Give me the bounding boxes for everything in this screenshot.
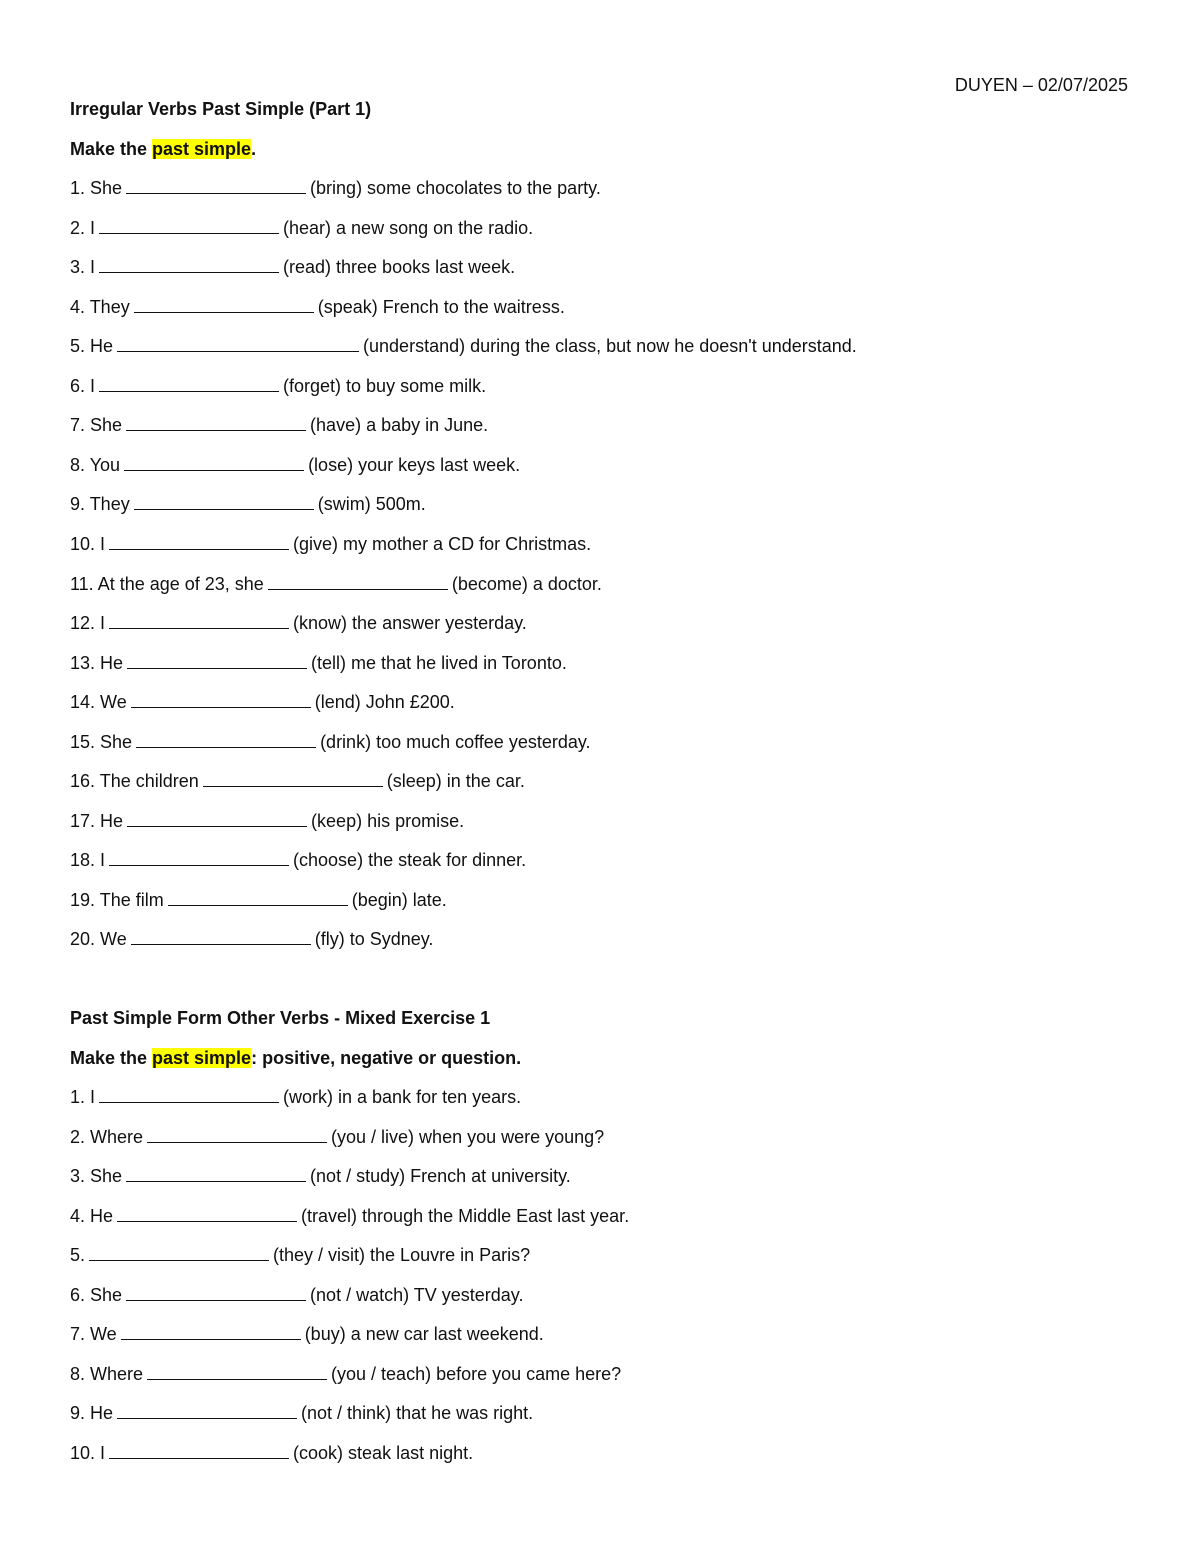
answer-blank[interactable]: [99, 217, 279, 234]
exercise-item: [70, 492, 426, 516]
exercise-item: [70, 532, 591, 556]
answer-blank[interactable]: [99, 375, 279, 392]
item-prompt: 15. She: [70, 731, 133, 752]
answer-blank[interactable]: [117, 1402, 297, 1419]
item-verb-hint: (lend) John £200.: [314, 692, 455, 713]
item-prompt: 8. Where: [70, 1363, 144, 1384]
answer-blank[interactable]: [203, 770, 383, 787]
answer-blank[interactable]: [117, 1205, 297, 1222]
answer-blank[interactable]: [99, 256, 279, 273]
item-prompt: 6. I: [70, 375, 96, 396]
item-verb-hint: (not / think) that he was right.: [301, 1403, 534, 1424]
exercise-item: [70, 1441, 473, 1465]
answer-blank[interactable]: [268, 573, 448, 590]
exercise-item: [70, 848, 526, 872]
answer-blank[interactable]: [134, 493, 314, 510]
item-verb-hint: (lose) your keys last week.: [308, 454, 521, 475]
exercise-item: [70, 1401, 533, 1425]
answer-blank[interactable]: [117, 335, 359, 352]
exercise-item: [70, 1085, 521, 1109]
exercise-item: [70, 1125, 604, 1149]
answer-blank[interactable]: [136, 731, 316, 748]
answer-blank[interactable]: [131, 928, 311, 945]
section1-title: Irregular Verbs Past Simple (Part 1): [70, 99, 372, 119]
highlight: past simple: [152, 139, 252, 159]
item-prompt: 8. You: [70, 454, 121, 475]
item-verb-hint: (hear) a new song on the radio.: [283, 217, 534, 238]
item-prompt: 7. We: [70, 1324, 117, 1345]
exercise-item: [70, 374, 486, 398]
highlight: past simple: [152, 1048, 252, 1068]
author-date: DUYEN – 02/07/2025: [954, 75, 1128, 95]
answer-blank[interactable]: [109, 849, 289, 866]
item-verb-hint: (tell) me that he lived in Toronto.: [311, 652, 567, 673]
item-prompt: 17. He: [70, 810, 124, 831]
answer-blank[interactable]: [131, 691, 311, 708]
answer-blank[interactable]: [99, 1086, 279, 1103]
item-prompt: 10. I: [70, 533, 106, 554]
item-prompt: 5. He: [70, 336, 114, 357]
exercise-item: [70, 1283, 523, 1307]
exercise-item: [70, 927, 433, 951]
exercise-item: [70, 888, 447, 912]
item-prompt: 5.: [70, 1245, 86, 1266]
item-prompt: 2. Where: [70, 1126, 144, 1147]
item-verb-hint: (begin) late.: [351, 889, 447, 910]
item-verb-hint: (not / watch) TV yesterday.: [310, 1284, 524, 1305]
item-verb-hint: (read) three books last week.: [283, 257, 516, 278]
answer-blank[interactable]: [127, 652, 307, 669]
item-verb-hint: (keep) his promise.: [311, 810, 465, 831]
item-verb-hint: (speak) French to the waitress.: [317, 296, 565, 317]
item-verb-hint: (travel) through the Middle East last year.: [301, 1205, 630, 1226]
item-verb-hint: (you / teach) before you came here?: [331, 1363, 622, 1384]
exercise-item: [70, 255, 515, 279]
item-prompt: 12. I: [70, 613, 106, 634]
answer-blank[interactable]: [134, 296, 314, 313]
exercise-item: [70, 1164, 571, 1188]
item-verb-hint: (buy) a new car last weekend.: [304, 1324, 544, 1345]
answer-blank[interactable]: [121, 1323, 301, 1340]
exercise-item: [70, 216, 533, 240]
item-prompt: 11. At the age of 23, she: [70, 573, 264, 594]
section1-instruction: Make the past simple.: [70, 139, 257, 159]
item-verb-hint: (become) a doctor.: [451, 573, 602, 594]
item-prompt: 10. I: [70, 1442, 106, 1463]
item-prompt: 14. We: [70, 692, 127, 713]
exercise-item: [70, 690, 455, 714]
exercise-item: [70, 572, 602, 596]
answer-blank[interactable]: [168, 889, 348, 906]
exercise-item: [70, 1204, 629, 1228]
item-prompt: 3. She: [70, 1166, 123, 1187]
item-verb-hint: (fly) to Sydney.: [314, 929, 434, 950]
item-verb-hint: (you / live) when you were young?: [331, 1126, 605, 1147]
answer-blank[interactable]: [109, 612, 289, 629]
exercise-item: [70, 730, 591, 754]
exercise-item: [70, 334, 857, 358]
item-prompt: 4. They: [70, 296, 130, 317]
answer-blank[interactable]: [126, 1165, 306, 1182]
item-verb-hint: (know) the answer yesterday.: [293, 613, 527, 634]
exercise-item: [70, 413, 488, 437]
item-prompt: 13. He: [70, 652, 124, 673]
item-verb-hint: (have) a baby in June.: [310, 415, 489, 436]
item-prompt: 9. He: [70, 1403, 114, 1424]
section2-title: Past Simple Form Other Verbs - Mixed Exercise 1: [70, 1008, 491, 1028]
item-prompt: 3. I: [70, 257, 96, 278]
item-prompt: 1. She: [70, 178, 123, 198]
answer-blank[interactable]: [126, 177, 306, 194]
item-verb-hint: (they / visit) the Louvre in Paris?: [273, 1245, 531, 1266]
exercise-item: [70, 295, 565, 319]
exercise-item: [70, 1322, 544, 1346]
item-verb-hint: (understand) during the class, but now he doesn't understand.: [363, 336, 857, 357]
item-verb-hint: (not / study) French at university.: [310, 1166, 571, 1187]
exercise-item: [70, 769, 525, 793]
item-verb-hint: (choose) the steak for dinner.: [293, 850, 527, 871]
item-prompt: 18. I: [70, 850, 106, 871]
item-prompt: 9. They: [70, 494, 130, 515]
section2-instruction: Make the past simple: positive, negative or question.: [70, 1048, 522, 1068]
item-verb-hint: (sleep) in the car.: [386, 771, 525, 792]
exercise-item: [70, 809, 464, 833]
item-prompt: 7. She: [70, 415, 123, 436]
answer-blank[interactable]: [147, 1126, 327, 1143]
item-verb-hint: (work) in a bank for ten years.: [283, 1087, 522, 1107]
item-prompt: 19. The film: [70, 889, 164, 910]
answer-blank[interactable]: [109, 533, 289, 550]
item-prompt: 6. She: [70, 1284, 123, 1305]
exercise-item: [70, 1243, 530, 1267]
item-verb-hint: (bring) some chocolates to the party.: [310, 178, 601, 198]
item-prompt: 1. I: [70, 1087, 96, 1107]
item-verb-hint: (drink) too much coffee yesterday.: [320, 731, 591, 752]
answer-blank[interactable]: [89, 1244, 269, 1261]
item-verb-hint: (forget) to buy some milk.: [283, 375, 487, 396]
exercise-item: [70, 611, 527, 635]
exercise-item: [70, 453, 520, 477]
exercise-item: [70, 176, 601, 200]
item-prompt: 16. The children: [70, 771, 199, 792]
exercise-item: [70, 1362, 621, 1386]
item-prompt: 20. We: [70, 929, 127, 950]
exercise-item: [70, 651, 567, 675]
answer-blank[interactable]: [109, 1442, 289, 1459]
item-prompt: 2. I: [70, 217, 96, 238]
item-prompt: 4. He: [70, 1205, 114, 1226]
answer-blank[interactable]: [126, 414, 306, 431]
item-verb-hint: (cook) steak last night.: [293, 1442, 474, 1463]
item-verb-hint: (give) my mother a CD for Christmas.: [293, 533, 592, 554]
answer-blank[interactable]: [124, 454, 304, 471]
answer-blank[interactable]: [127, 810, 307, 827]
answer-blank[interactable]: [126, 1284, 306, 1301]
answer-blank[interactable]: [147, 1363, 327, 1380]
item-verb-hint: (swim) 500m.: [317, 494, 426, 515]
